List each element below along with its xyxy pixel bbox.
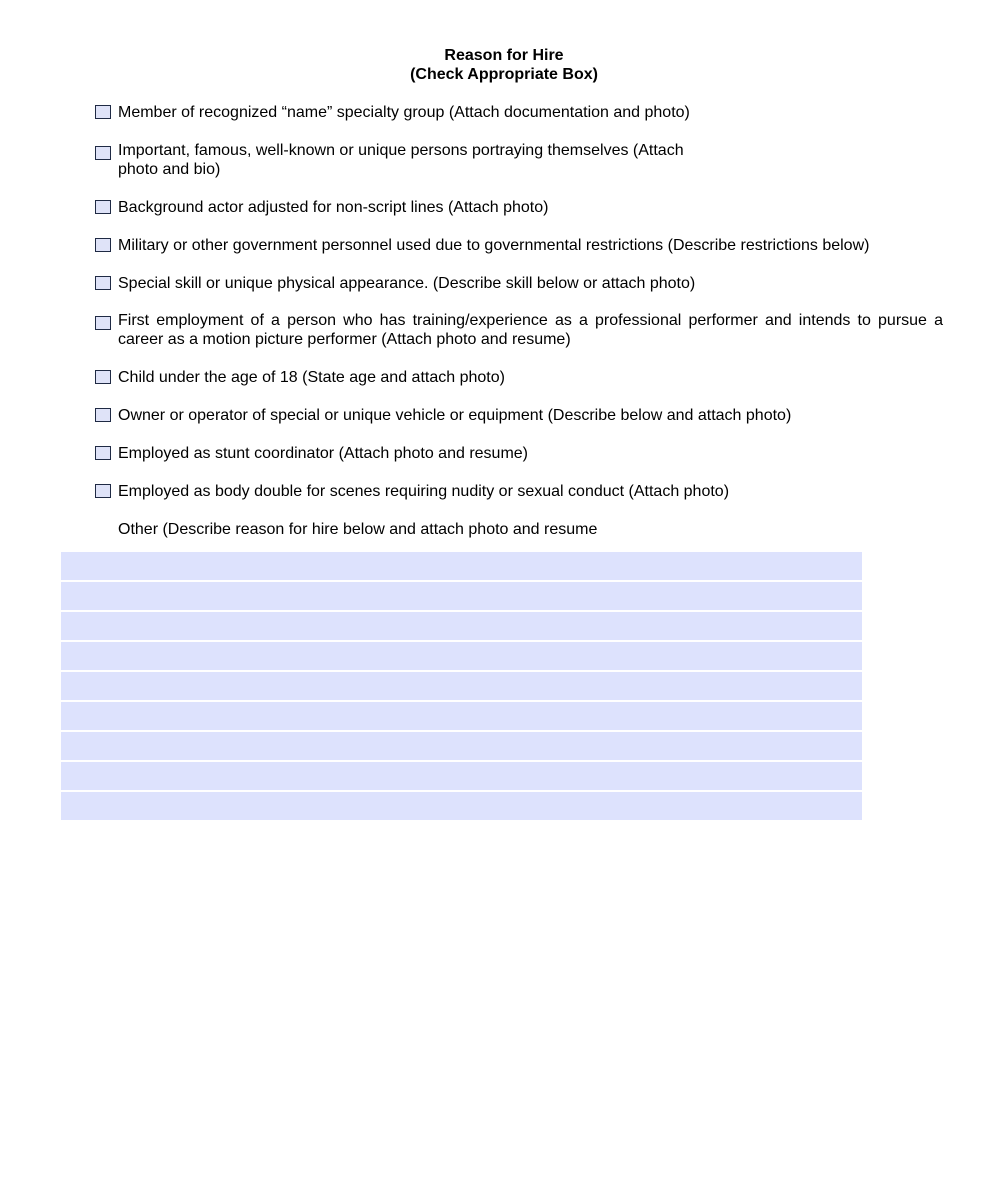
checkbox[interactable]	[95, 370, 111, 384]
description-line-3[interactable]	[61, 612, 862, 640]
checkbox[interactable]	[95, 316, 111, 330]
option-label: Member of recognized “name” specialty group (Attach documentation and photo)	[118, 104, 690, 121]
option-label: Special skill or unique physical appearance. (Describe skill below or attach photo)	[118, 275, 696, 292]
option-label: Important, famous, well-known or unique persons portraying themselves (Attach photo and bio)	[118, 142, 684, 178]
description-line-4[interactable]	[61, 642, 862, 670]
checkbox[interactable]	[95, 200, 111, 214]
option-label: Employed as body double for scenes requiring nudity or sexual conduct (Attach photo)	[118, 483, 730, 500]
option-label: Employed as stunt coordinator (Attach photo and resume)	[118, 445, 528, 462]
description-line-7[interactable]	[61, 732, 862, 760]
checkbox[interactable]	[95, 484, 111, 498]
description-line-6[interactable]	[61, 702, 862, 730]
checkbox[interactable]	[95, 408, 111, 422]
form-title: Reason for Hire	[444, 47, 564, 64]
description-line-8[interactable]	[61, 762, 862, 790]
option-label: Owner or operator of special or unique vehicle or equipment (Describe below and attach photo)	[118, 407, 792, 424]
description-line-5[interactable]	[61, 672, 862, 700]
option-label: Child under the age of 18 (State age and attach photo)	[118, 369, 505, 386]
checkbox[interactable]	[95, 105, 111, 119]
description-line-9[interactable]	[61, 792, 862, 820]
description-line-2[interactable]	[61, 582, 862, 610]
checkbox[interactable]	[95, 238, 111, 252]
checkbox[interactable]	[95, 446, 111, 460]
checkbox[interactable]	[95, 276, 111, 290]
option-label: Military or other government personnel used due to governmental restrictions (Describe restrictions below)	[118, 237, 870, 254]
other-label: Other (Describe reason for hire below and attach photo and resume	[118, 521, 598, 538]
form-header	[0, 46, 1008, 84]
checkbox[interactable]	[95, 146, 111, 160]
option-label: Background actor adjusted for non-script lines (Attach photo)	[118, 199, 549, 216]
description-line-1[interactable]	[61, 552, 862, 580]
option-label: First employment of a person who has training/experience as a professional performer and intends to pursue a career as a motion picture performer (Attach photo and resume)	[118, 312, 943, 348]
form-subtitle: (Check Appropriate Box)	[410, 66, 598, 83]
description-fields	[61, 552, 862, 822]
